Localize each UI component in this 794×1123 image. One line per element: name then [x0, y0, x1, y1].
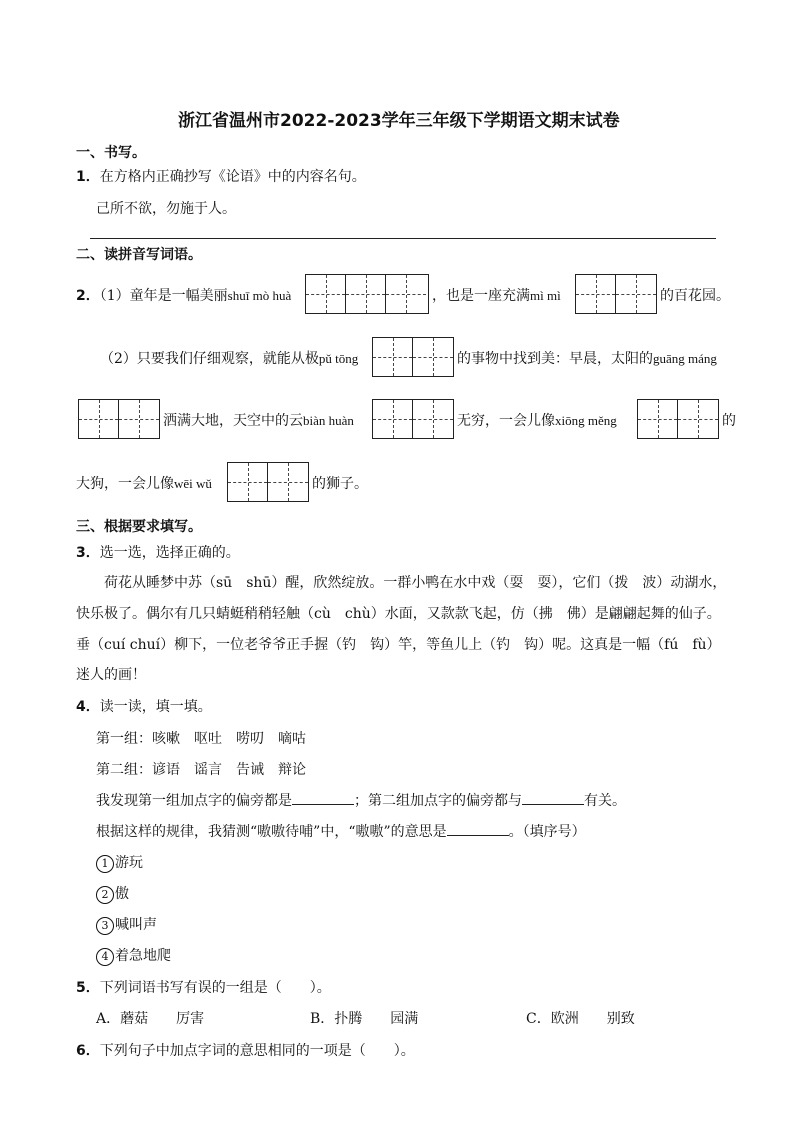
grid-cell[interactable]: [638, 400, 678, 438]
choice-b[interactable]: B．扑腾 园满: [310, 1011, 419, 1027]
choice-a[interactable]: A．蘑菇 厉害: [96, 1011, 205, 1027]
quote-text: 己所不欲，勿施于人。: [96, 201, 236, 217]
grid-cell[interactable]: [386, 275, 426, 313]
question-number: 4．: [76, 699, 100, 715]
sentence-end: 的狮子。: [312, 476, 368, 492]
answer-blank[interactable]: [292, 790, 354, 805]
grid-cell[interactable]: [616, 275, 656, 313]
question-number: 5．: [76, 980, 100, 996]
sentence-text: 的: [722, 413, 736, 429]
grid-cell[interactable]: [228, 463, 268, 501]
sentence-text: 的事物中找到美：早晨，太阳的: [457, 351, 653, 367]
page-title: 浙江省温州市2022-2023学年三年级下学期语文期末试卷: [178, 111, 620, 131]
grid-cell[interactable]: [306, 275, 346, 313]
sentence-text: 有关。: [584, 793, 626, 809]
writing-grid-xiongmeng[interactable]: [637, 399, 719, 439]
choice-c[interactable]: C．欧洲 别致: [526, 1011, 635, 1027]
question-1: [76, 166, 366, 186]
writing-grid-weiwu[interactable]: [227, 462, 309, 502]
question-2-line-4: [76, 473, 212, 493]
sentence-text: 我发现第一组加点字的偏旁都是: [96, 793, 292, 809]
passage-line: 快乐极了。偶尔有几只蜻蜓稍稍轻触（cù chù）水面，又款款飞起，仿（拂 佛）是翩翩起舞的仙子。: [76, 606, 721, 622]
option-2: [96, 883, 129, 904]
section-3-heading: 三、根据要求填写。: [76, 519, 202, 535]
writing-grid-putong[interactable]: [372, 337, 454, 377]
question-6: [76, 1040, 415, 1060]
fill-line-1: [96, 790, 626, 810]
writing-grid-shuimohua[interactable]: [305, 274, 429, 314]
question-text: 选一选，选择正确的。: [99, 545, 240, 561]
option-4: [96, 945, 171, 966]
question-2-line-3b: [457, 410, 617, 430]
pinyin-prompt: pǔ tōng: [318, 351, 359, 366]
option-marker: 4: [96, 948, 114, 966]
grid-cell[interactable]: [678, 400, 718, 438]
option-text: 喊叫声: [115, 917, 157, 933]
question-2-line-3: [163, 410, 354, 430]
answer-blank[interactable]: [522, 790, 584, 805]
sentence-text: 根据这样的规律，我猜测“嗷嗷待哺”中，“嗷嗷”的意思是: [96, 824, 447, 840]
question-text: 下列句子中加点字词的意思相同的一项是（ ）。: [99, 1043, 415, 1059]
passage-line: 荷花从睡梦中苏（sū shū）醒，欣然绽放。一群小鸭在水中戏（耍 耍），它们（拨 波）动湖水，: [104, 575, 727, 591]
pinyin-prompt: wēi wǔ: [174, 476, 212, 491]
grid-cell[interactable]: [413, 338, 453, 376]
option-marker: 3: [96, 917, 114, 935]
sentence-text: （1）童年是一幅美丽: [99, 288, 228, 304]
grid-cell[interactable]: [268, 463, 308, 501]
option-1: [96, 852, 143, 873]
sentence-text: ，也是一座充满: [432, 288, 530, 304]
option-marker: 2: [96, 886, 114, 904]
question-number: 2．: [76, 288, 100, 304]
option-text: 着急地爬: [115, 948, 171, 964]
sentence-text: 。（填序号）: [508, 824, 586, 840]
word-group-2: 第二组：谚语 谣言 告诫 辩论: [96, 762, 306, 778]
question-2-line-1b: [432, 285, 561, 305]
question-number: 3．: [76, 545, 100, 561]
question-2-line-2: [100, 348, 358, 368]
sentence-text: （2）只要我们仔细观察，就能从极: [100, 351, 319, 367]
question-text: 下列词语书写有误的一组是（ ）。: [99, 980, 331, 996]
question-3: [76, 542, 240, 562]
option-3: [96, 914, 157, 935]
grid-cell[interactable]: [413, 400, 453, 438]
grid-cell[interactable]: [576, 275, 616, 313]
question-2-line-1: [76, 285, 291, 305]
section-1-heading: 一、书写。: [76, 145, 146, 161]
option-text: 傲: [115, 886, 129, 902]
option-text: 游玩: [115, 855, 143, 871]
question-2-line-2b: [457, 348, 717, 368]
grid-cell[interactable]: [346, 275, 386, 313]
sentence-text: ；第二组加点字的偏旁都与: [354, 793, 522, 809]
pinyin-prompt: guāng máng: [653, 351, 717, 366]
passage-line: 垂（cuí chuí）柳下，一位老爷爷正手握（钓 钩）竿，等鱼儿上（钓 钩）呢。这真是一幅（fú fù）: [76, 637, 721, 653]
writing-grid-mimi[interactable]: [575, 274, 657, 314]
writing-grid-guangmang[interactable]: [78, 399, 160, 439]
grid-cell[interactable]: [79, 400, 119, 438]
pinyin-prompt: mì mì: [530, 288, 561, 303]
passage-line: 迷人的画！: [76, 667, 146, 683]
sentence-text: 大狗，一会儿像: [76, 476, 174, 492]
grid-cell[interactable]: [373, 400, 413, 438]
question-number: 6．: [76, 1043, 100, 1059]
sentence-end: 的百花园。: [660, 288, 730, 304]
question-5: [76, 977, 331, 997]
fill-line-2: [96, 821, 586, 841]
question-4: [76, 696, 212, 716]
sentence-text: 无穷，一会儿像: [457, 413, 555, 429]
writing-line: [90, 238, 716, 239]
section-2-heading: 二、读拼音写词语。: [76, 247, 202, 263]
question-text: 读一读，填一填。: [99, 699, 212, 715]
pinyin-prompt: shuī mò huà: [227, 288, 292, 303]
pinyin-prompt: xiōng měng: [555, 413, 617, 428]
question-text: 在方格内正确抄写《论语》中的内容名句。: [99, 169, 366, 185]
word-group-1: 第一组：咳嗽 呕吐 唠叨 嘀咕: [96, 731, 306, 747]
sentence-text: 洒满大地，天空中的云: [163, 413, 303, 429]
option-marker: 1: [96, 855, 114, 873]
grid-cell[interactable]: [119, 400, 159, 438]
writing-grid-bianhuan[interactable]: [372, 399, 454, 439]
grid-cell[interactable]: [373, 338, 413, 376]
question-number: 1．: [76, 169, 100, 185]
answer-blank[interactable]: [447, 821, 509, 836]
pinyin-prompt: biàn huàn: [303, 413, 354, 428]
